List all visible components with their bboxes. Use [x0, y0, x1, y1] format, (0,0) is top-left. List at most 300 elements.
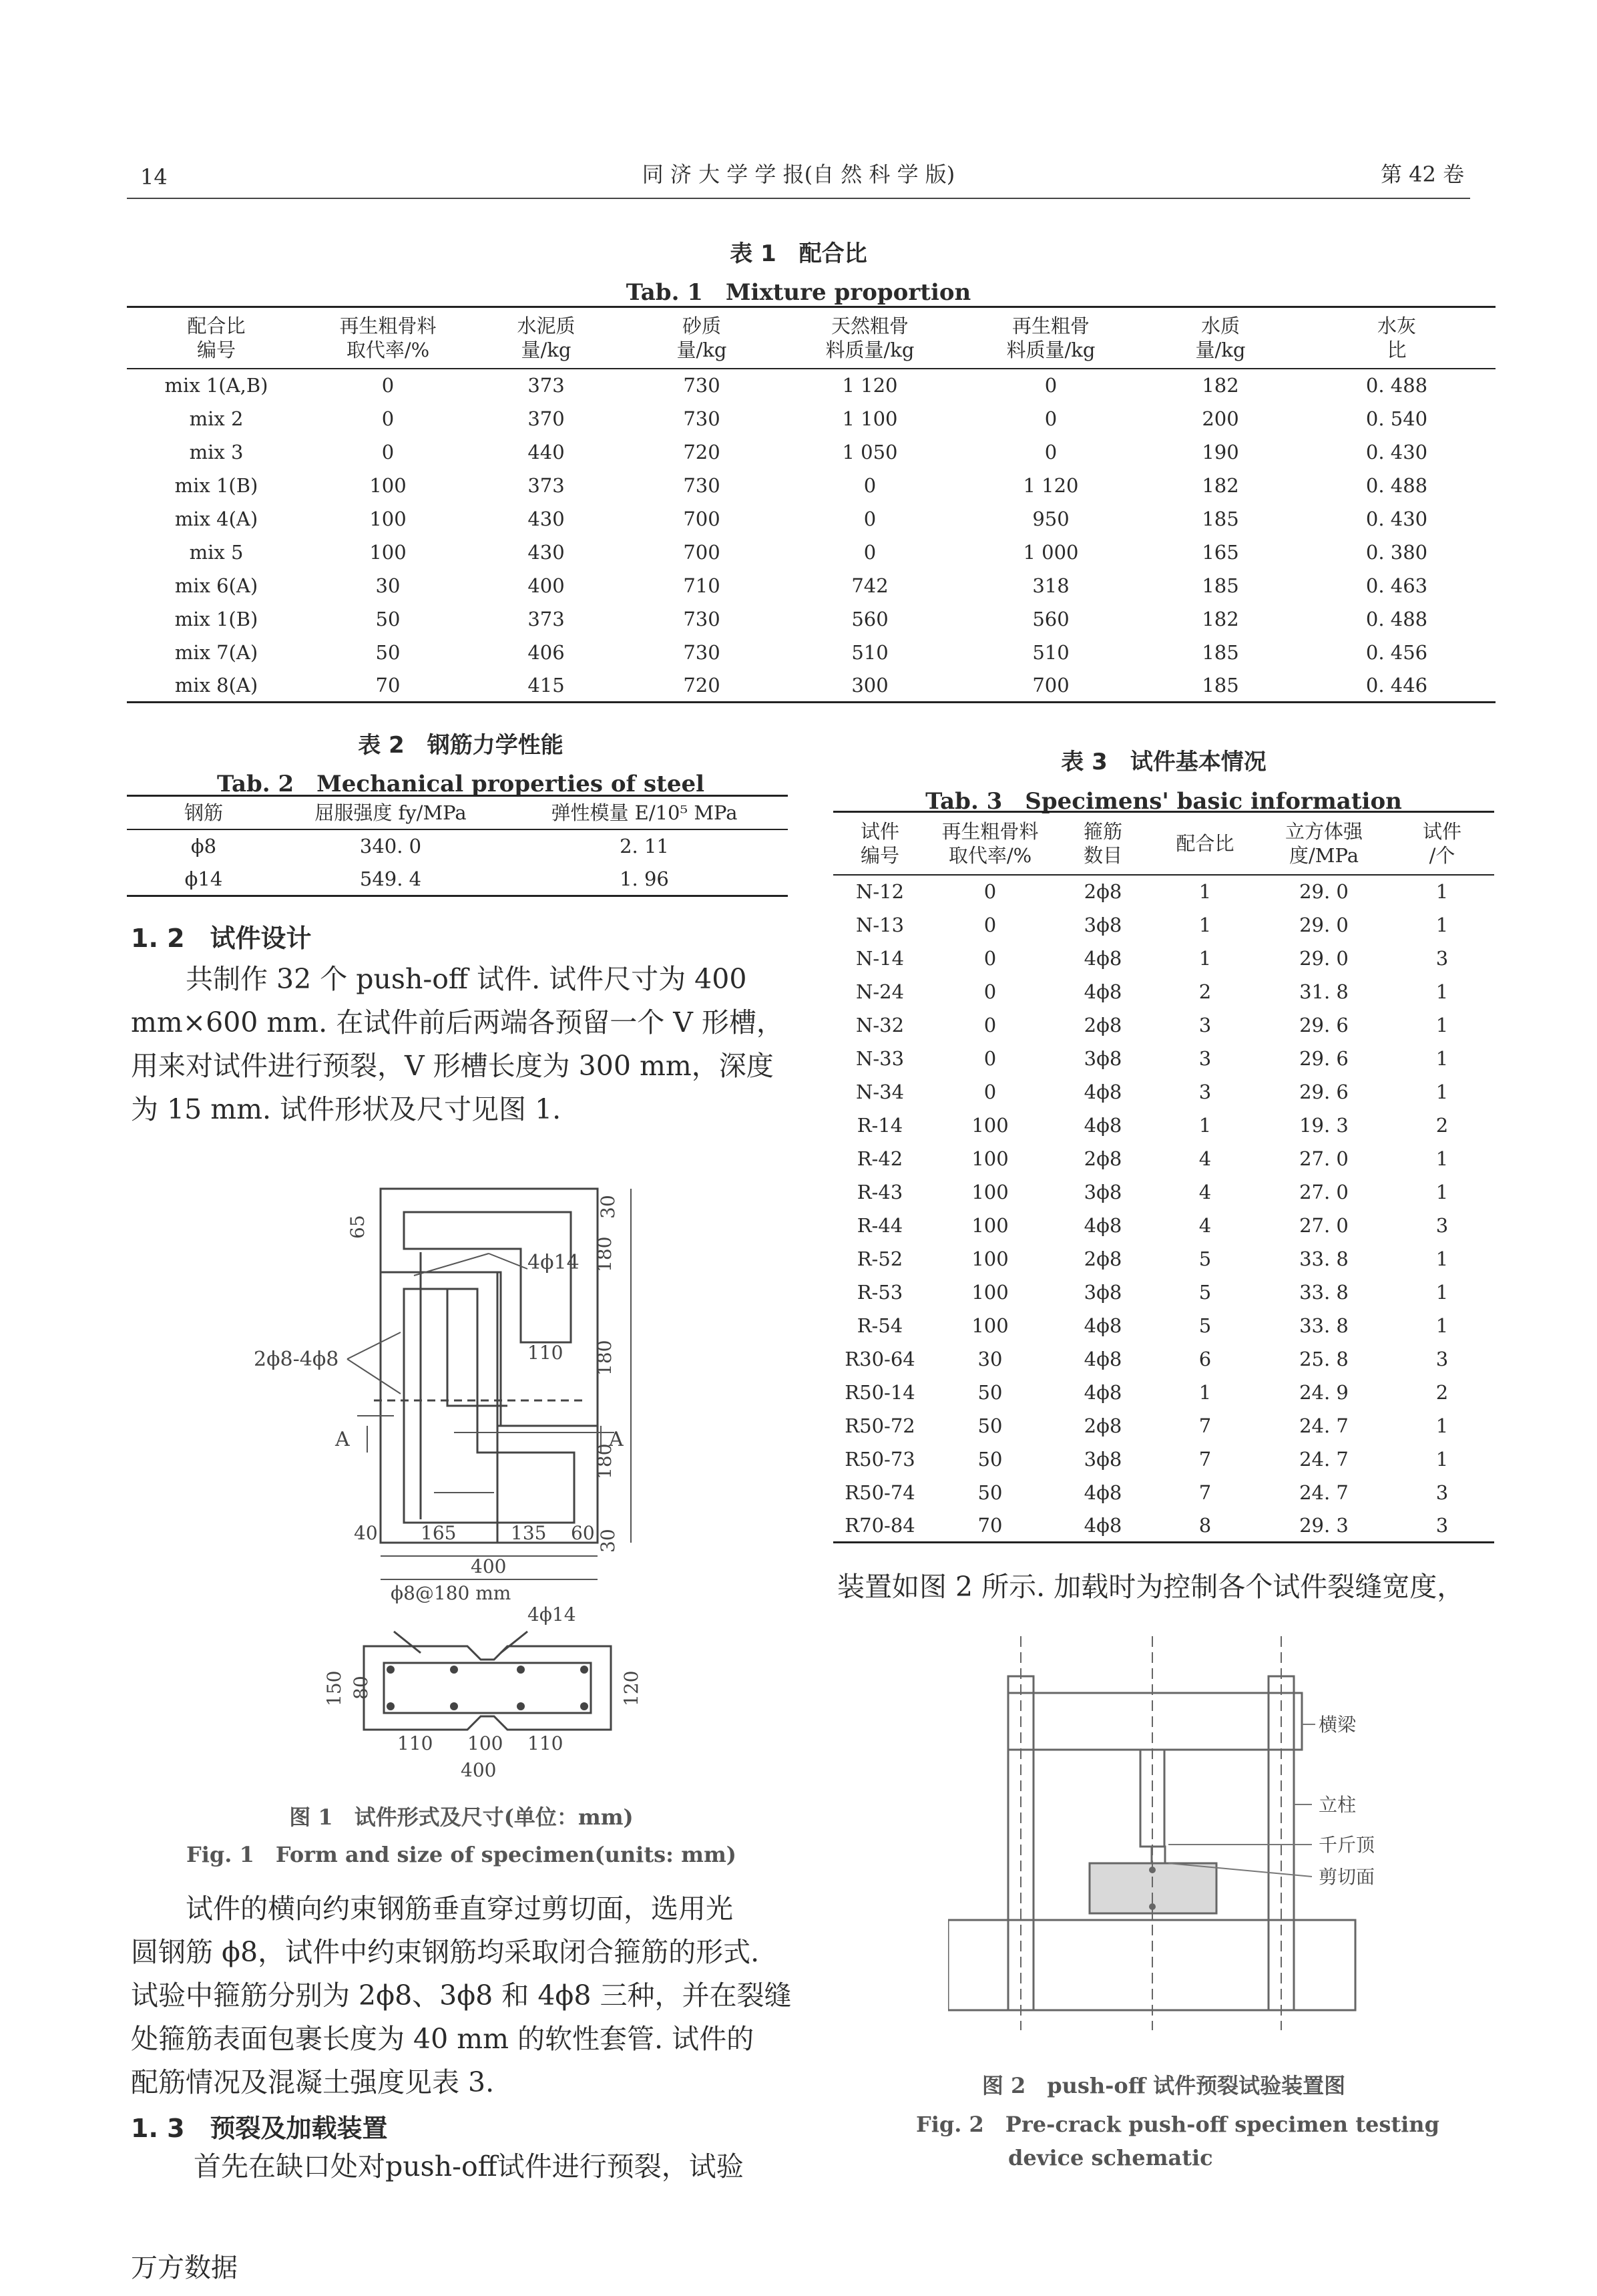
- table-cell: 24. 7: [1299, 1481, 1349, 1504]
- table-cell: 0: [983, 913, 997, 936]
- dim-c110a: 110: [397, 1732, 433, 1754]
- dim-b60: 60: [571, 1522, 595, 1544]
- table2-header-2: 弹性模量 E/10⁵ MPa: [551, 801, 738, 824]
- table-cell: 0: [381, 440, 395, 463]
- table-cell: 3: [1435, 1513, 1449, 1537]
- label-4phi14: 4ϕ14: [527, 1251, 580, 1274]
- table-cell: 1 100: [842, 407, 898, 430]
- table3-header-line: 数目: [1083, 843, 1122, 867]
- table-cell: 549. 4: [359, 867, 422, 890]
- table-row: [833, 1309, 1494, 1342]
- table-cell: 415: [527, 673, 565, 697]
- table-row: [833, 1409, 1494, 1443]
- table-cell: 710: [683, 574, 720, 597]
- table-cell: mix 6(A): [174, 574, 258, 597]
- table-cell: 1: [1435, 1447, 1449, 1471]
- table1-header-line: 量/kg: [521, 338, 572, 361]
- cross-section-outline: [364, 1646, 611, 1730]
- table-cell: 185: [1202, 574, 1239, 597]
- table-cell: 0: [1044, 407, 1058, 430]
- dim-b165: 165: [421, 1522, 457, 1544]
- table-cell: 4ϕ8: [1084, 946, 1122, 970]
- table3-caption-en: Tab. 3 Specimens' basic information: [925, 788, 1402, 815]
- cross-section-stirrup: [384, 1663, 591, 1713]
- table-row: [833, 1242, 1494, 1276]
- table-cell: 7: [1198, 1481, 1212, 1504]
- table-cell: N-32: [855, 1013, 905, 1036]
- table-cell: 3: [1198, 1080, 1212, 1103]
- table-cell: 100: [369, 540, 407, 564]
- table-cell: N-34: [855, 1080, 905, 1103]
- table-cell: 0. 488: [1365, 607, 1428, 630]
- paragraph-line: 处箍筋表面包裹长度为 40 mm 的软性套管. 试件的: [131, 2023, 754, 2055]
- table-cell: 373: [527, 607, 565, 630]
- dim-h150: 150: [323, 1670, 345, 1706]
- table-cell: 29. 0: [1299, 946, 1349, 970]
- table-row: [833, 1075, 1494, 1109]
- table-cell: N-24: [855, 980, 905, 1003]
- dim-c400: 400: [461, 1759, 497, 1781]
- table-cell: 4ϕ8: [1084, 1380, 1122, 1404]
- paragraph-line: 用来对试件进行预裂，V 形槽长度为 300 mm，深度: [131, 1050, 774, 1082]
- table-cell: 1: [1198, 946, 1212, 970]
- label-beam: 横梁: [1319, 1714, 1357, 1736]
- table1-header-line: 再生粗骨料: [339, 314, 437, 337]
- table3-header-0: [833, 812, 927, 875]
- table-cell: 0. 380: [1365, 540, 1428, 564]
- table-cell: 1: [1435, 980, 1449, 1003]
- table-cell: 0: [983, 1046, 997, 1070]
- page-number: 14: [140, 164, 168, 190]
- table-cell: 1: [1435, 1180, 1449, 1203]
- paragraph-line: 配筋情况及混凝土强度见表 3.: [131, 2066, 495, 2098]
- label-jack: 千斤顶: [1319, 1834, 1375, 1856]
- table-cell: 742: [851, 574, 889, 597]
- table-cell: 0. 488: [1365, 473, 1428, 497]
- table3-caption-cn: 表 3 试件基本情况: [1061, 749, 1267, 775]
- table-cell: R-14: [857, 1113, 903, 1137]
- dim-180-c: 180: [594, 1443, 616, 1479]
- table1-header-line: 编号: [196, 338, 236, 361]
- inner-stirrup-left: [404, 1212, 571, 1342]
- table1-header-2: [470, 307, 622, 369]
- table1-header-line: 料质量/kg: [825, 338, 915, 361]
- table-cell: 373: [527, 374, 565, 397]
- table-cell: 0. 540: [1365, 407, 1428, 430]
- table2-caption-en: Tab. 2 Mechanical properties of steel: [216, 771, 705, 797]
- table-row: [127, 863, 788, 896]
- table-cell: 7: [1198, 1447, 1212, 1471]
- figure1-caption-en: Fig. 1 Form and size of specimen(units: mm): [186, 1842, 736, 1867]
- table-cell: 560: [851, 607, 889, 630]
- section-1-3-title: 1. 3 预裂及加载装置: [131, 2114, 388, 2143]
- table-cell: 4: [1198, 1213, 1212, 1237]
- table-cell: 3: [1198, 1046, 1212, 1070]
- label-column: 立柱: [1319, 1794, 1357, 1816]
- table-cell: 5: [1198, 1280, 1212, 1304]
- table-cell: 100: [971, 1113, 1009, 1137]
- table1-header-line: 取代率/%: [346, 338, 430, 361]
- table-row: [127, 669, 1496, 703]
- table1-header-line: 量/kg: [1195, 338, 1246, 361]
- table-cell: R-42: [857, 1147, 903, 1170]
- table-cell: 0: [983, 1013, 997, 1036]
- table1-header-1: [306, 307, 470, 369]
- table-row: [833, 1142, 1494, 1175]
- table-cell: ϕ8: [190, 835, 217, 857]
- dim-30-bot: 30: [597, 1529, 619, 1553]
- label-stirrup-spacing: ϕ8@180 mm: [391, 1582, 511, 1604]
- table-cell: 4ϕ8: [1084, 1213, 1122, 1237]
- table-cell: 700: [683, 540, 720, 564]
- table-cell: 1: [1435, 1414, 1449, 1437]
- table-cell: 182: [1202, 374, 1239, 397]
- section-1-2-title: 1. 2 试件设计: [131, 924, 312, 953]
- table-cell: 440: [527, 440, 565, 463]
- table3-header-line: 箍筋: [1083, 819, 1122, 843]
- table-cell: 50: [977, 1447, 1003, 1471]
- table-cell: 5: [1198, 1247, 1212, 1270]
- table-cell: 373: [527, 473, 565, 497]
- table-cell: 7: [1198, 1414, 1212, 1437]
- table-cell: R-43: [857, 1180, 903, 1203]
- table-cell: 3ϕ8: [1084, 1046, 1122, 1070]
- table-cell: 25. 8: [1299, 1347, 1349, 1370]
- table-cell: 2: [1435, 1113, 1449, 1137]
- table-cell: 50: [977, 1481, 1003, 1504]
- table2-caption-cn: 表 2 钢筋力学性能: [358, 732, 563, 759]
- table-cell: 1: [1198, 1380, 1212, 1404]
- table-cell: 0: [863, 473, 877, 497]
- figure2-test-device: [948, 1630, 1415, 2030]
- table-cell: 0: [1044, 440, 1058, 463]
- table1-caption-en: Tab. 1 Mixture proportion: [626, 279, 971, 306]
- table-cell: mix 2: [189, 407, 244, 430]
- mixture-proportion-table: [127, 306, 1496, 703]
- table-cell: R50-14: [845, 1380, 915, 1404]
- figure1-caption-cn: 图 1 试件形式及尺寸(单位：mm): [289, 1804, 634, 1830]
- table-cell: 2ϕ8: [1084, 1247, 1122, 1270]
- table3-header-line: /个: [1429, 843, 1455, 867]
- dim-180-a: 180: [594, 1236, 616, 1272]
- table-row: [833, 1376, 1494, 1409]
- table-cell: 2ϕ8: [1084, 1013, 1122, 1036]
- table-cell: 1: [1435, 1247, 1449, 1270]
- table-cell: 100: [369, 473, 407, 497]
- table-cell: mix 3: [189, 440, 244, 463]
- specimen-outline: [381, 1189, 598, 1426]
- table3-header-1: [927, 812, 1054, 875]
- table-cell: 2ϕ8: [1084, 1414, 1122, 1437]
- table-row: [833, 1175, 1494, 1209]
- table-row: [833, 1476, 1494, 1509]
- table-cell: 0: [381, 374, 395, 397]
- table-cell: 700: [683, 507, 720, 530]
- table-cell: 730: [683, 607, 720, 630]
- table-cell: 33. 8: [1299, 1280, 1349, 1304]
- table-cell: 1: [1435, 1080, 1449, 1103]
- table1-header-7: [1298, 307, 1496, 369]
- table-cell: 29. 6: [1299, 1013, 1349, 1036]
- label-4phi14-section: 4ϕ14: [527, 1603, 576, 1625]
- table-cell: 4ϕ8: [1084, 1347, 1122, 1370]
- section-1-2-paragraph: [131, 958, 792, 1131]
- table-cell: R-52: [857, 1247, 903, 1270]
- table2-header-1: 屈服强度 fy/MPa: [314, 801, 467, 824]
- table-row: [127, 402, 1496, 435]
- table-cell: 3: [1435, 1213, 1449, 1237]
- table-cell: 2: [1198, 980, 1212, 1003]
- table-cell: 1: [1435, 1013, 1449, 1036]
- header-rule: [127, 198, 1470, 199]
- table-cell: 4ϕ8: [1084, 980, 1122, 1003]
- table3-header-line: 再生粗骨料: [941, 819, 1039, 843]
- table-cell: 0: [863, 540, 877, 564]
- table-cell: N-14: [855, 946, 905, 970]
- table-cell: 200: [1202, 407, 1239, 430]
- table3-header-line: 试件: [1422, 819, 1461, 843]
- left-block-outline: [381, 1272, 497, 1543]
- table-cell: 50: [977, 1380, 1003, 1404]
- table-cell: 1: [1435, 1147, 1449, 1170]
- table-cell: 100: [971, 1314, 1009, 1337]
- table-cell: 19. 3: [1299, 1113, 1349, 1137]
- steel-properties-table: [127, 795, 788, 897]
- table-cell: 33. 8: [1299, 1314, 1349, 1337]
- table-cell: 1 050: [842, 440, 898, 463]
- table-cell: 0: [1044, 374, 1058, 397]
- section-a-left: A: [335, 1428, 350, 1451]
- table-cell: 29. 3: [1299, 1513, 1349, 1537]
- table-row: [833, 975, 1494, 1008]
- dim-b400: 400: [471, 1555, 507, 1577]
- table1-header-line: 配合比: [187, 314, 246, 337]
- table-cell: 700: [1032, 673, 1070, 697]
- table1-header-line: 再生粗骨: [1011, 314, 1090, 337]
- table-cell: 27. 0: [1299, 1147, 1349, 1170]
- table-row: [127, 435, 1496, 469]
- table-cell: 29. 6: [1299, 1046, 1349, 1070]
- table-row: [127, 536, 1496, 569]
- table1-header-5: [959, 307, 1143, 369]
- table-cell: R50-72: [845, 1414, 915, 1437]
- dim-65: 65: [347, 1215, 369, 1239]
- table-cell: 5: [1198, 1314, 1212, 1337]
- dim-c100: 100: [467, 1732, 503, 1754]
- table2-header-0: 钢筋: [184, 801, 223, 824]
- stirrup-paragraph: [131, 1887, 792, 2104]
- table-cell: 4ϕ8: [1084, 1481, 1122, 1504]
- table1-header-line: 量/kg: [676, 338, 727, 361]
- table-cell: mix 5: [189, 540, 244, 564]
- cross-beam: [1008, 1693, 1302, 1750]
- dim-180-b: 180: [594, 1340, 616, 1376]
- paragraph-line: 圆钢筋 ϕ8，试件中约束钢筋均采取闭合箍筋的形式.: [131, 1936, 760, 1968]
- table3-header-4: [1258, 812, 1390, 875]
- table1-header-line: 料质量/kg: [1006, 338, 1096, 361]
- table-cell: 190: [1202, 440, 1239, 463]
- figure2-caption-cn: 图 2 push-off 试件预裂试验装置图: [981, 2073, 1346, 2098]
- table-cell: 1: [1435, 1046, 1449, 1070]
- table-cell: 3: [1198, 1013, 1212, 1036]
- table-cell: 165: [1202, 540, 1239, 564]
- table-cell: N-13: [855, 913, 905, 936]
- table-cell: 720: [683, 440, 720, 463]
- table3-header-5: [1390, 812, 1494, 875]
- table-cell: 4ϕ8: [1084, 1314, 1122, 1337]
- table-cell: 24. 9: [1299, 1380, 1349, 1404]
- table-cell: mix 1(B): [174, 473, 258, 497]
- table-cell: 27. 0: [1299, 1180, 1349, 1203]
- table-cell: 8: [1198, 1513, 1212, 1537]
- table-row: [833, 1109, 1494, 1142]
- table-cell: 1: [1435, 1314, 1449, 1337]
- table-cell: 560: [1032, 607, 1070, 630]
- table-cell: 2: [1435, 1380, 1449, 1404]
- table-cell: 340. 0: [359, 835, 422, 857]
- table-cell: 100: [369, 507, 407, 530]
- table-cell: 370: [527, 407, 565, 430]
- table-cell: 3ϕ8: [1084, 1280, 1122, 1304]
- table-cell: 0: [983, 980, 997, 1003]
- table-cell: R-54: [857, 1314, 903, 1337]
- table-cell: 3ϕ8: [1084, 1180, 1122, 1203]
- table-row: [127, 569, 1496, 602]
- table1-header-0: [127, 307, 306, 369]
- dim-b135: 135: [511, 1522, 547, 1544]
- table-cell: 406: [527, 640, 565, 664]
- table-cell: 3: [1435, 1481, 1449, 1504]
- table-cell: 50: [977, 1414, 1003, 1437]
- table-cell: 50: [375, 640, 401, 664]
- table-cell: 1: [1435, 880, 1449, 903]
- table-cell: R30-64: [845, 1347, 915, 1370]
- table-row: [127, 829, 788, 863]
- table-cell: 730: [683, 374, 720, 397]
- table-cell: 510: [851, 640, 889, 664]
- table-cell: 1: [1198, 880, 1212, 903]
- table-row: [127, 369, 1496, 402]
- table-cell: 1 120: [842, 374, 898, 397]
- table-cell: 0. 430: [1365, 440, 1428, 463]
- table3-header-line: 取代率/%: [948, 843, 1032, 867]
- table-cell: 182: [1202, 607, 1239, 630]
- figure1-specimen-drawing: [240, 1145, 694, 1806]
- dim-h80: 80: [350, 1676, 372, 1700]
- table-row: [833, 1443, 1494, 1476]
- table-cell: mix 8(A): [174, 673, 258, 697]
- table-cell: N-33: [855, 1046, 905, 1070]
- table-cell: 31. 8: [1299, 980, 1349, 1003]
- journal-title: 同 济 大 学 学 报(自 然 科 学 版): [642, 162, 955, 187]
- table-cell: 70: [977, 1513, 1003, 1537]
- table1-caption-cn: 表 1 配合比: [730, 240, 867, 267]
- table-cell: 50: [375, 607, 401, 630]
- table-cell: 4ϕ8: [1084, 1113, 1122, 1137]
- table-cell: 1: [1435, 913, 1449, 936]
- table-cell: 0. 463: [1365, 574, 1428, 597]
- table3-header-3: [1152, 812, 1258, 875]
- table-cell: 0. 488: [1365, 374, 1428, 397]
- table-cell: 33. 8: [1299, 1247, 1349, 1270]
- table-cell: 730: [683, 407, 720, 430]
- table1-header-6: [1143, 307, 1298, 369]
- table-cell: 1. 96: [620, 867, 669, 890]
- table-cell: 0: [983, 1080, 997, 1103]
- table-cell: 0: [983, 880, 997, 903]
- table-cell: 3: [1435, 1347, 1449, 1370]
- paragraph-line: 共制作 32 个 push-off 试件. 试件尺寸为 400: [186, 963, 747, 995]
- table-cell: 100: [971, 1247, 1009, 1270]
- paragraph-line: 试件的横向约束钢筋垂直穿过剪切面，选用光: [186, 1893, 733, 1925]
- section-1-3-paragraph: 首先在缺口处对push-off试件进行预裂，试验: [194, 2150, 744, 2182]
- table-cell: 4ϕ8: [1084, 1513, 1122, 1537]
- volume-label: 第 42 卷: [1381, 162, 1465, 187]
- table-cell: 27. 0: [1299, 1213, 1349, 1237]
- table-cell: 0. 456: [1365, 640, 1428, 664]
- table-cell: 185: [1202, 640, 1239, 664]
- table-cell: 4: [1198, 1180, 1212, 1203]
- table-cell: 430: [527, 540, 565, 564]
- table-row: [833, 1042, 1494, 1075]
- table-cell: 0: [381, 407, 395, 430]
- table1-header-line: 水质: [1200, 314, 1240, 337]
- right-column-paragraph: 装置如图 2 所示. 加载时为控制各个试件裂缝宽度，: [837, 1571, 1465, 1603]
- table-row: [127, 502, 1496, 536]
- table-cell: 29. 0: [1299, 880, 1349, 903]
- table3-header-line: 度/MPa: [1289, 843, 1359, 867]
- table-row: [127, 636, 1496, 669]
- table-cell: mix 1(B): [174, 607, 258, 630]
- table3-header-line: 立方体强: [1285, 819, 1363, 843]
- paragraph-line: mm×600 mm. 在试件前后两端各预留一个 V 形槽，: [131, 1006, 784, 1038]
- table-cell: 1: [1198, 913, 1212, 936]
- table-cell: 6: [1198, 1347, 1212, 1370]
- table-cell: 185: [1202, 673, 1239, 697]
- table-cell: mix 7(A): [174, 640, 258, 664]
- table-cell: R50-74: [845, 1481, 915, 1504]
- table-cell: 24. 7: [1299, 1414, 1349, 1437]
- paragraph-line: 试验中箍筋分别为 2ϕ8、3ϕ8 和 4ϕ8 三种，并在裂缝: [131, 1979, 792, 2012]
- dim-c110b: 110: [527, 1732, 563, 1754]
- table-cell: 1: [1435, 1280, 1449, 1304]
- table-cell: R70-84: [845, 1513, 915, 1537]
- table-cell: 30: [977, 1347, 1003, 1370]
- label-stirrups: 2ϕ8-4ϕ8: [254, 1348, 339, 1371]
- table-row: [833, 875, 1494, 908]
- table-row: [833, 1209, 1494, 1242]
- table-cell: 0. 446: [1365, 673, 1428, 697]
- specimen-info-table: [833, 811, 1494, 1543]
- watermark-footer: 万方数据: [131, 2253, 238, 2283]
- table1-header-line: 水灰: [1377, 314, 1416, 337]
- label-shear-plane: 剪切面: [1319, 1866, 1375, 1888]
- table-cell: 430: [527, 507, 565, 530]
- table-cell: 2ϕ8: [1084, 880, 1122, 903]
- table-cell: 2ϕ8: [1084, 1147, 1122, 1170]
- table-cell: 100: [971, 1180, 1009, 1203]
- table-cell: 1: [1198, 1113, 1212, 1137]
- table3-header-line: 试件: [860, 819, 899, 843]
- table-cell: 100: [971, 1147, 1009, 1170]
- table-cell: 100: [971, 1213, 1009, 1237]
- table-cell: 950: [1032, 507, 1070, 530]
- table-cell: 185: [1202, 507, 1239, 530]
- table1-header-4: [781, 307, 959, 369]
- table1-header-3: [622, 307, 781, 369]
- table-cell: 318: [1032, 574, 1070, 597]
- table-cell: 730: [683, 473, 720, 497]
